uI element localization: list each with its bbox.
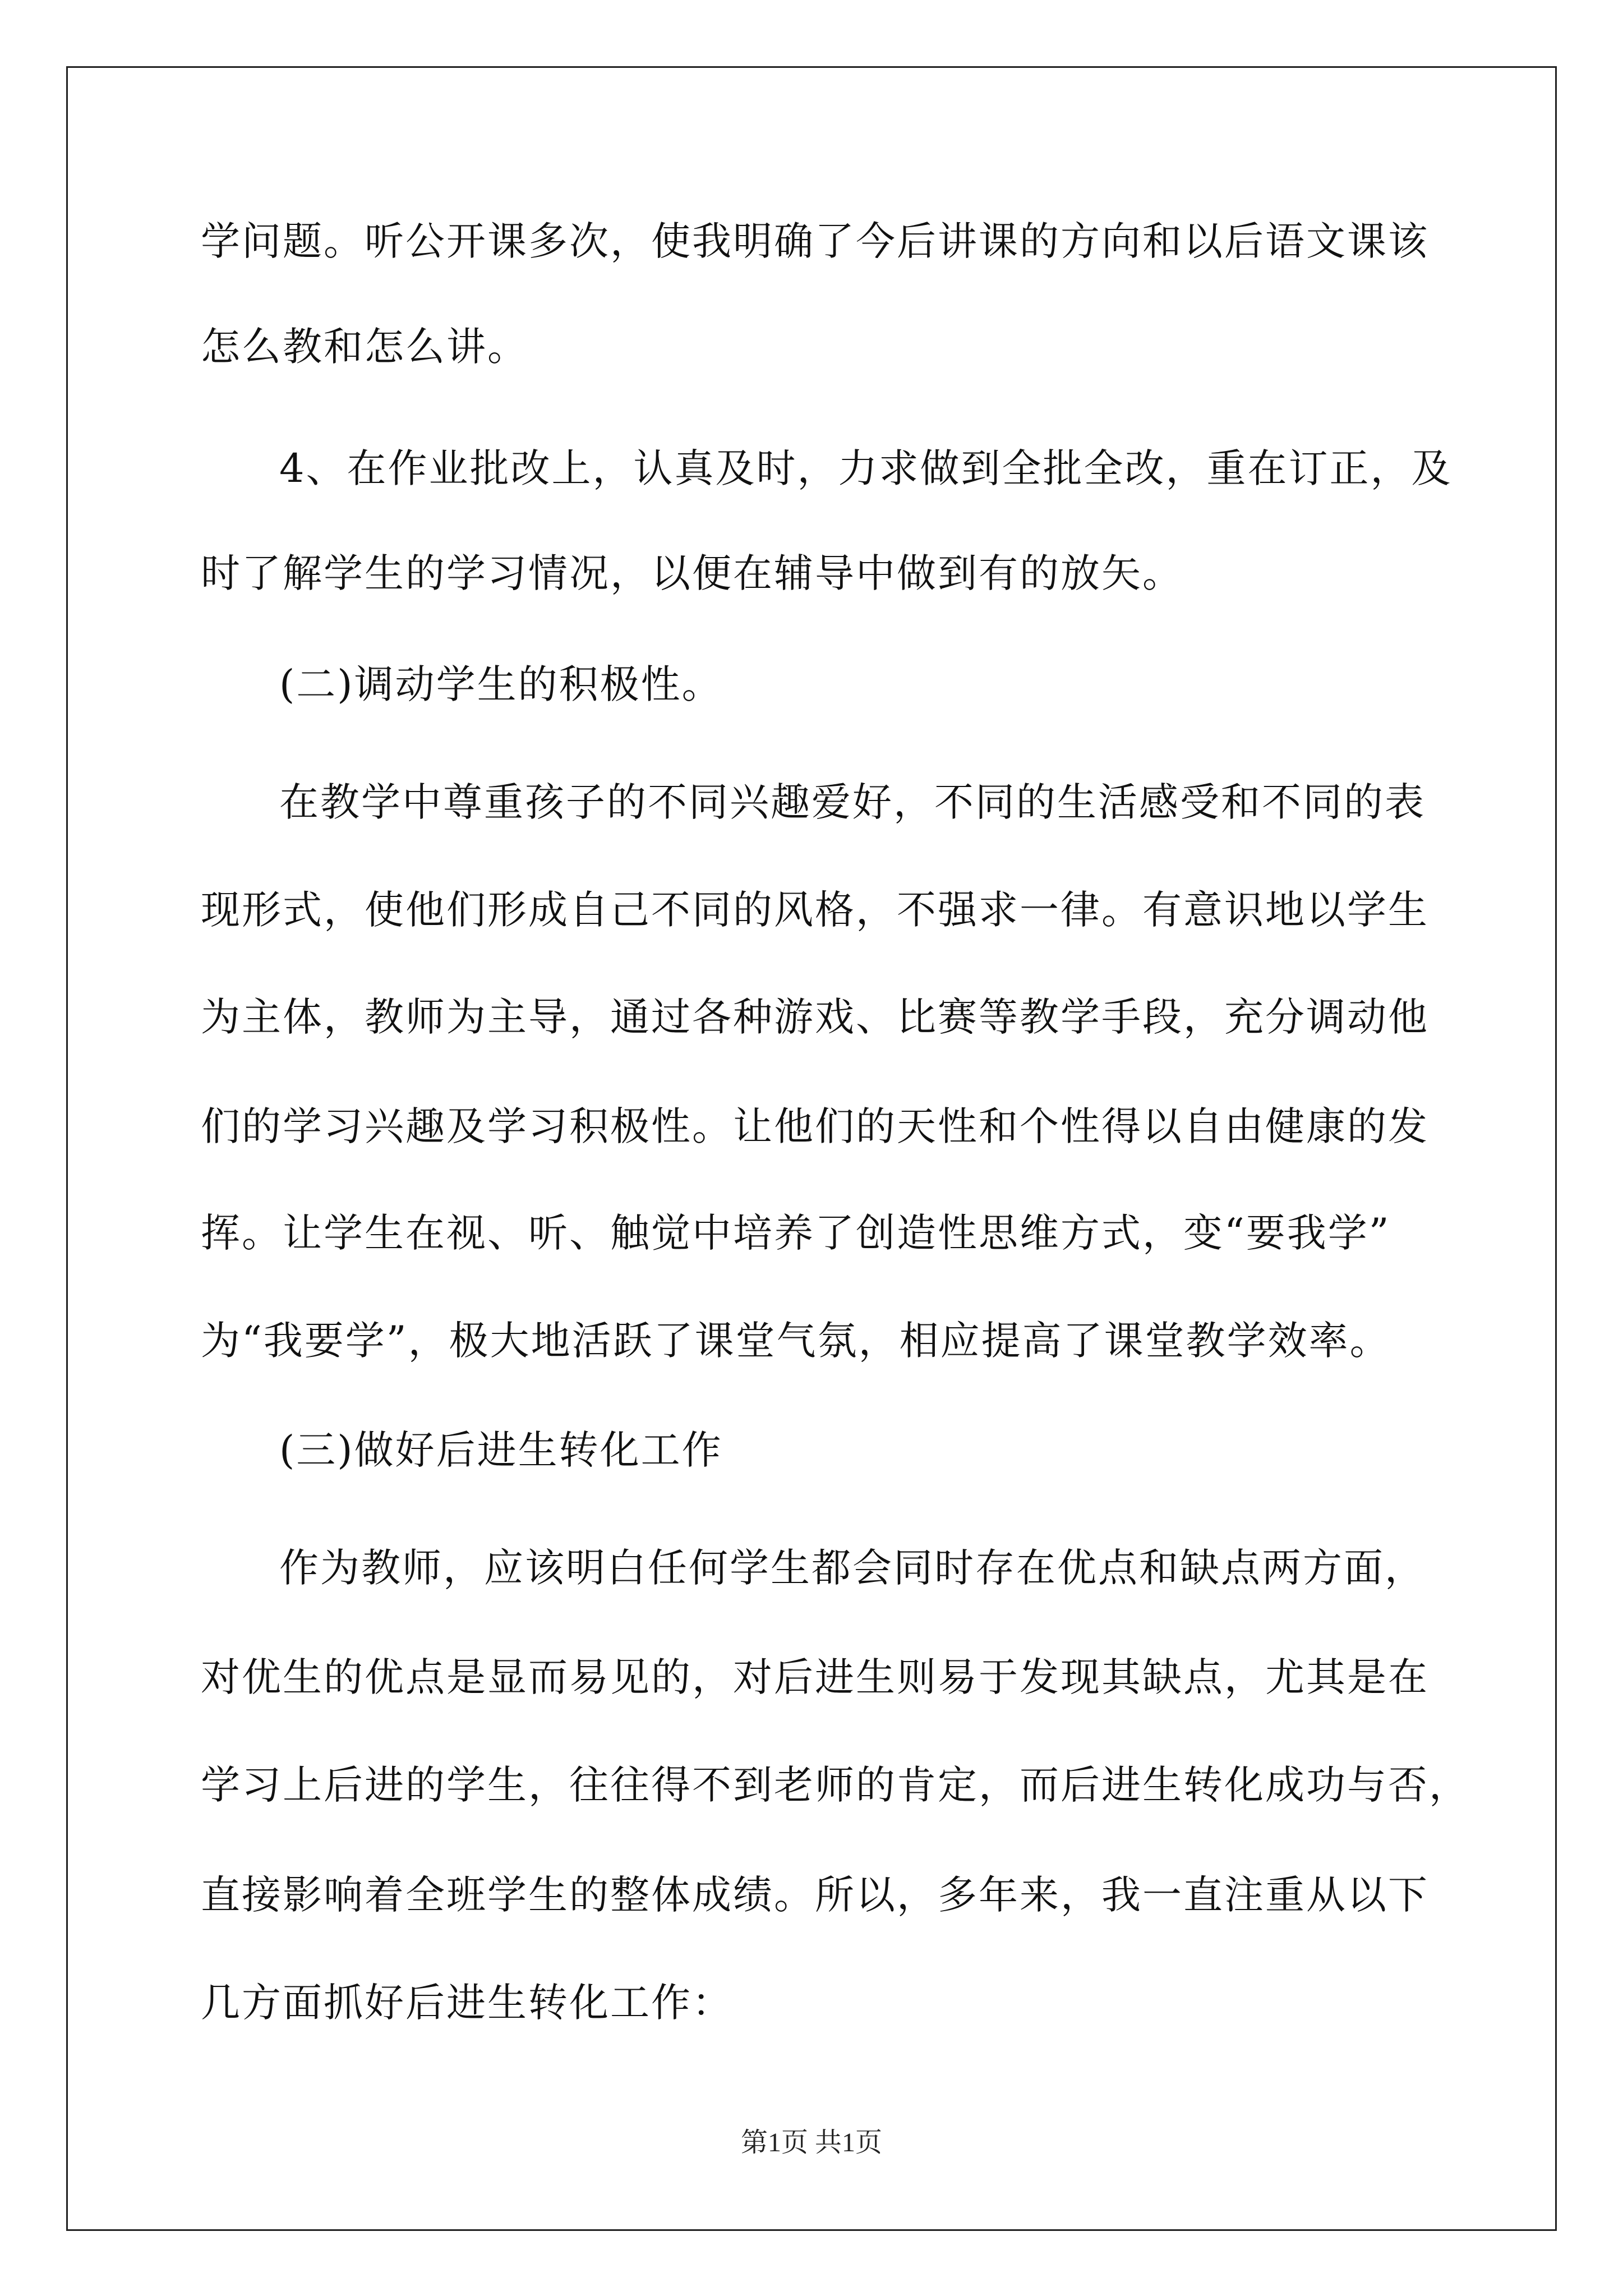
- text-line: 为主体，教师为主导，通过各种游戏、比赛等教学手段，充分调动他: [201, 994, 1429, 1040]
- text-line: 学习上后进的学生，往往得不到老师的肯定，而后进生转化成功与否，: [201, 1762, 1470, 1808]
- text-line: 4、在作业批改上，认真及时，力求做到全批全改，重在订正，及: [279, 445, 1453, 491]
- text-line: 学问题。听公开课多次，使我明确了今后讲课的方向和以后语文课该: [201, 218, 1429, 264]
- text-line: 直接影响着全班学生的整体成绩。所以，多年来，我一直注重从以下: [201, 1872, 1429, 1918]
- text-line: 几方面抓好后进生转化工作：: [201, 1980, 733, 2026]
- text-line: 怎么教和怎么讲。: [201, 324, 528, 370]
- text-line: 们的学习兴趣及学习积极性。让他们的天性和个性得以自由健康的发: [201, 1103, 1429, 1149]
- text-line: 为“我要学”，极大地活跃了课堂气氛，相应提高了课堂教学效率。: [201, 1318, 1391, 1364]
- section-heading: (二)调动学生的积极性。: [279, 661, 723, 707]
- text-line: 作为教师，应该明白任何学生都会同时存在优点和缺点两方面，: [279, 1545, 1426, 1591]
- section-heading: (三)做好后进生转化工作: [279, 1427, 723, 1473]
- text-line: 挥。让学生在视、听、触觉中培养了创造性思维方式，变“要我学”: [201, 1210, 1391, 1256]
- page-footer: 第1页 共1页: [740, 2128, 882, 2157]
- text-line: 时了解学生的学习情况，以便在辅导中做到有的放矢。: [201, 550, 1183, 596]
- text-line: 对优生的优点是显而易见的，对后进生则易于发现其缺点，尤其是在: [201, 1654, 1429, 1700]
- text-line: 在教学中尊重孩子的不同兴趣爱好，不同的生活感受和不同的表: [279, 779, 1426, 825]
- text-line: 现形式，使他们形成自己不同的风格，不强求一律。有意识地以学生: [201, 887, 1429, 933]
